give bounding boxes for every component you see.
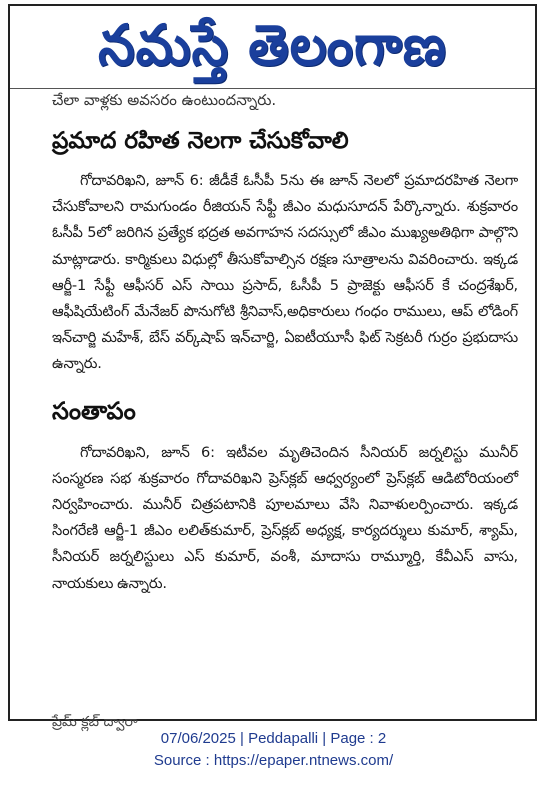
article-body-safety: గోదావరిఖని, జూన్ 6: జీడీకే ఓసీపీ 5ను ఈ జూన్ నెలలో ప్రమాదరహిత నెలగా చేసుకోవాలని రామగుండం రీజియన్ సేఫ్టీ జీఎం మధుసూదన్ పేర్కొన్నారు. శుక్రవారం ఓసీపీ 5లో జరిగిన ప్రత్యేక భద్రత అవగాహన సదస్సులో జీఎం ముఖ్యఅతిథిగా పాల్గొని మాట్లాడారు. కార్మికులు విధుల్లో తీసుకోవాల్సిన రక్షణ సూత్రాలను వివరించారు. ఇక్కడ ఆర్జీ-1 సేఫ్టీ ఆఫీసర్ ఎస్ సాయి ప్రసాద్, ఓసీపీ 5 ప్రాజెక్టు ఆఫీసర్ కే చంద్రశేఖర్, ఆఫీషియేటింగ్ మేనేజర్ పొనుగోటి శ్రీనివాస్,అధికారులు గంధం రాములు, ఆప్ లోడింగ్ ఇన్‌చార్జి మహేశ్, బేస్ వర్క్‌షాప్ ఇన్‌చార్జి, ఏఐటీయూసీ ఫిట్ సెక్రటరీ గుర్రం ప్రభుదాసు ఉన్నారు.	[52, 172, 518, 373]
article-body-condolence: గోదావరిఖని, జూన్ 6: ఇటీవల మృతిచెందిన సీనియర్ జర్నలిస్టు మునీర్ సంస్మరణ సభ శుక్రవారం గోదావరిఖని ప్రెస్‌క్లబ్ ఆధ్వర్యంలో ప్రెస్‌క్లబ్ ఆడిటోరియంలో నిర్వహించారు. మునీర్ చిత్రపటానికి పూలమాలు వేసి నివాళులర్పించారు. ఇక్కడ సింగరేణి ఆర్జీ-1 జీఎం లలిత్‌కుమార్, ప్రెస్‌క్లబ్ అధ్యక్ష, కార్యదర్శులు కుమార్, శ్యామ్, సీనియర్ జర్నలిస్టులు ఎస్ కుమార్, వంశీ, మాదాసు రామ్మూర్తి, కేవీఎస్ వాసు, నాయకులు ఉన్నారు.	[52, 443, 518, 592]
article-headline-condolence: సంతాపం	[52, 396, 136, 425]
article-column	[52, 122, 518, 597]
clipped-next-text	[52, 712, 512, 730]
clipped-previous-text	[52, 91, 512, 112]
footer-date-edition-page: 07/06/2025 | Peddapalli | Page : 2	[160, 730, 387, 747]
masthead	[10, 6, 535, 86]
newspaper-logo: నమస్తే తెలంగాణ	[98, 13, 447, 79]
article-headline-safety: ప్రమాద రహిత నెలగా చేసుకోవాలి	[52, 128, 349, 154]
clipped-previous-text-content: చేలా వాళ్లకు అవసరం ఉంటుందన్నారు.	[52, 91, 277, 109]
clipped-next-text-content: ప్రేమ్ క్లబ్ ద్వారా	[52, 714, 138, 730]
footer-source: Source : https://epaper.ntnews.com/	[153, 752, 394, 769]
clipping-frame	[8, 4, 537, 730]
